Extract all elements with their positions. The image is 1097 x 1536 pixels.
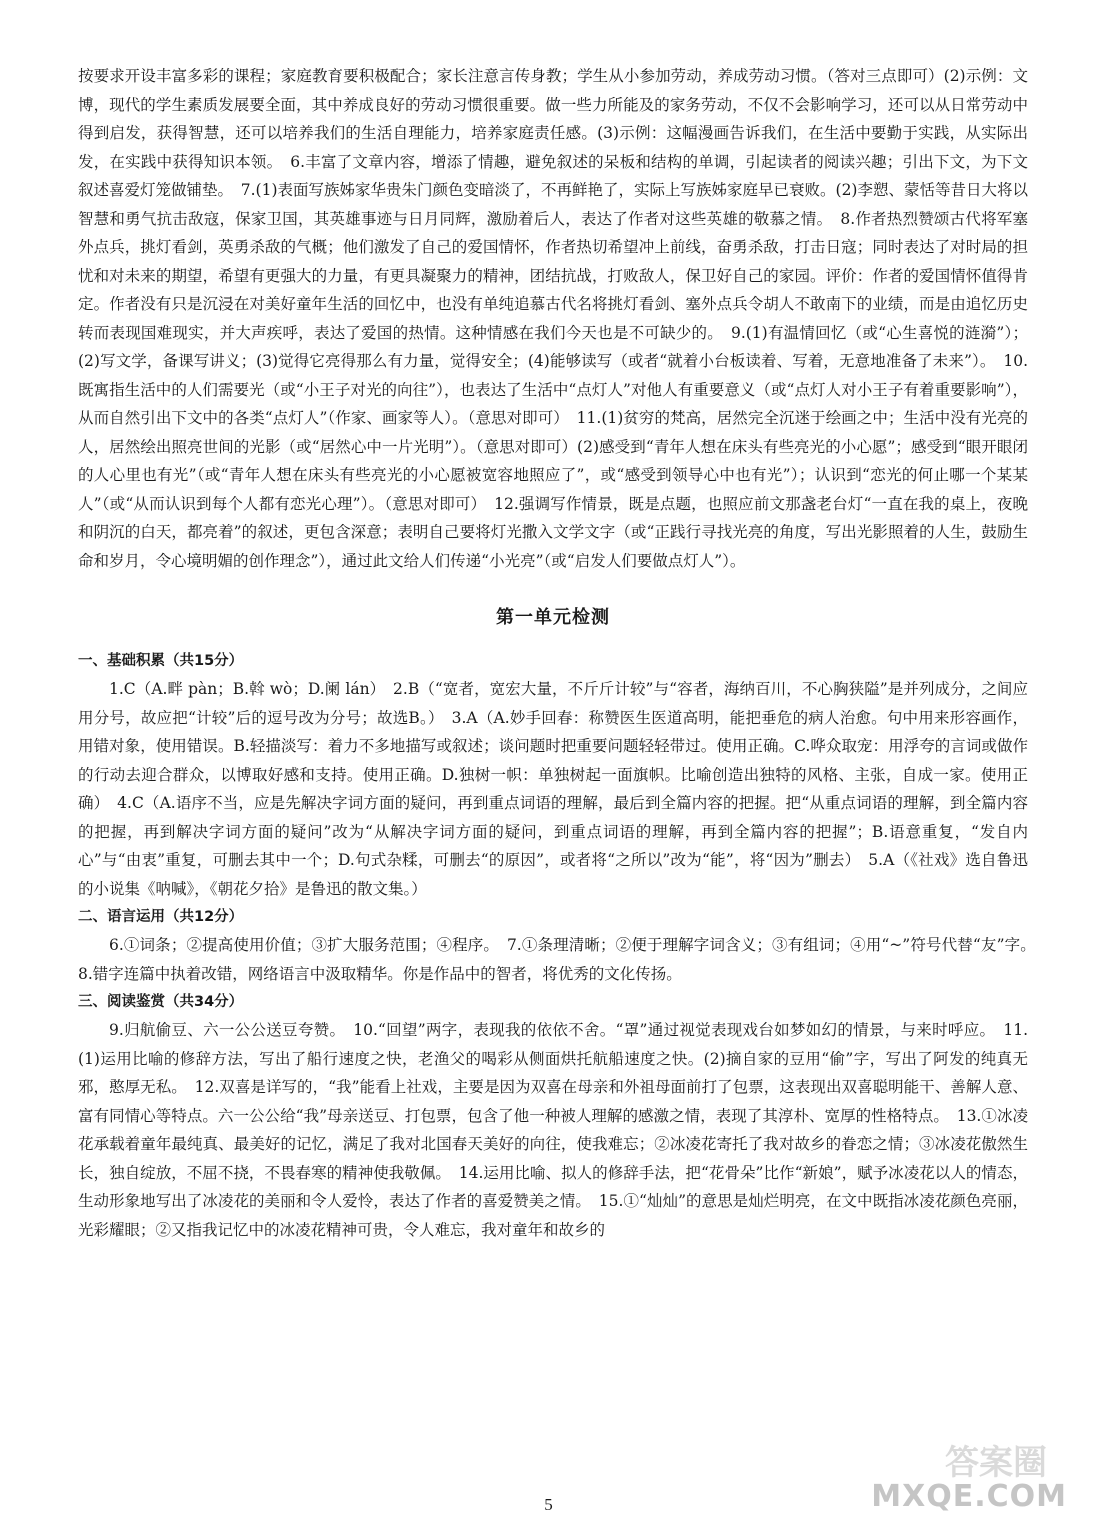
page-content [78,62,1044,1244]
watermark-logo-text: 答案圈 [945,1443,1047,1483]
section-text-basics: 1.C（A.畔 pàn；B.斡 wò；D.阑 lán） 2.B（“宽者，宽宏大量，不斤斤计较”与“容者，海纳百川，不心胸狭隘”是并列成分，之间应用分号，故应把“计较”后的逗号改为分号；故选B。） 3.A（A.妙手回春：称赞医生医道高明，能把垂危的病人治愈。句中用来形容画作，用错对象，使用错误。B.轻描淡写：着力不多地描写或叙述；谈问题时把重要问题轻轻带过。使用正确。C.哗众取宠：用浮夸的言词或做作的行动去迎合群众，以博取好感和支持。使用正确。D.独树一帜：单独树起一面旗帜。比喻创造出独特的风格、主张，自成一家。使用正确） 4.C（A.语序不当，应是先解决字词方面的疑问，再到重点词语的理解，最后到全篇内容的把握。把“从重点词语的理解，到全篇内容的把握，再到解决字词方面的疑问”改为“从解决字词方面的疑问，到重点词语的理解，再到全篇内容的把握”；B.语意重复，“发自内心”与“由衷”重复，可删去其中一个；D.句式杂糅，可删去“的原因”，或者将“之所以”改为“能”，将“因为”删去） 5.A（《社戏》选自鲁迅的小说集《呐喊》，《朝花夕拾》是鲁迅的散文集。） [78,680,1028,898]
watermark-url: MXQE.COM [871,1479,1067,1514]
section-heading-language: 二、语言运用（共12分） [78,909,244,925]
section-text-language: 6.①词条；②提高使用价值；③扩大服务范围；④程序。 7.①条理清晰；②便于理解字词含义；③有组词；④用“~”符号代替“友”字。 8.错字连篇中执着改错，网络语言中汲取精华。你是作品中的智者，将优秀的文化传扬。 [78,936,1044,983]
section-heading-basics: 一、基础积累（共15分） [78,653,244,669]
page-number: 5 [544,1495,553,1514]
unit-title: 第一单元检测 [496,607,610,628]
section-heading-reading: 三、阅读鉴赏（共34分） [78,994,244,1010]
answer-paragraph-continued: 按要求开设丰富多彩的课程；家庭教育要积极配合；家长注意言传身教；学生从小参加劳动，养成劳动习惯。（答对三点即可）(2)示例：文博，现代的学生素质发展要全面，其中养成良好的劳动习惯很重要。做一些力所能及的家务劳动，不仅不会影响学习，还可以从日常劳动中得到启发，获得智慧，还可以培养我们的生活自理能力，培养家庭责任感。(3)示例：这幅漫画告诉我们，在生活中要勤于实践，从实际出发，在实践中获得知识本领。 6.丰富了文章内容，增添了情趣，避免叙述的呆板和结构的单调，引起读者的阅读兴趣；引出下文，为下文叙述喜爱灯笼做铺垫。 7.(1)表面写族姊家华贵朱门颜色变暗淡了，不再鲜艳了，实际上写族姊家庭早已衰败。(2)李愬、蒙恬等昔日大将以智慧和勇气抗击敌寇，保家卫国，其英雄事迹与日月同辉，激励着后人，表达了作者对这些英雄的敬慕之情。 8.作者热烈赞颂古代将军塞外点兵，挑灯看剑，英勇杀敌的气概；他们激发了自己的爱国情怀，作者热切希望冲上前线，奋勇杀敌，打击日寇；同时表达了对时局的担忧和对未来的期望，希望有更强大的力量，有更具凝聚力的精神，团结抗战，打败敌人，保卫好自己的家园。评价：作者的爱国情怀值得肯定。作者没有只是沉浸在对美好童年生活的回忆中，也没有单纯追慕古代名将挑灯看剑、塞外点兵令胡人不敢南下的业绩，而是由追忆历史转而表现国难现实，并大声疾呼，表达了爱国的热情。这种情感在我们今天也是不可缺少的。 9.(1)有温情回忆（或“心生喜悦的涟漪”）；(2)写文学，备课写讲义；(3)觉得它亮得那么有力量，觉得安全；(4)能够读写（或者“就着小台板读着、写着，无意地准备了未来”）。 10.既寓指生活中的人们需要光（或“小王子对光的向往”），也表达了生活中“点灯人”对他人有重要意义（或“点灯人对小王子有着重要影响”），从而自然引出下文中的各类“点灯人”（作家、画家等人）。（意思对即可） 11.(1)贫穷的梵高，居然完全沉迷于绘画之中；生活中没有光亮的人，居然绘出照亮世间的光影（或“居然心中一片光明”）。（意思对即可）(2)感受到“青年人想在床头有些亮光的小心愿”；感受到“眼开眼闭的人心里也有光”（或“青年人想在床头有些亮光的小心愿被宽容地照应了”，或“感受到领导心中也有光”）；认识到“恋光的何止哪一个某某人”（或“从而认识到每个人都有恋光心理”）。（意思对即可） 12.强调写作情景，既是点题，也照应前文那盏老台灯“一直在我的桌上，夜晚和阴沉的白天，都亮着”的叙述，更包含深意；表明自己要将灯光撒入文学文字（或“正践行寻找光亮的角度，写出光影照着的人生，鼓励生命和岁月，令心境明媚的创作理念”），通过此文给人们传递“小光亮”（或“启发人们要做点灯人”）。 [78,67,1028,570]
section-text-reading: 9.归航偷豆、六一公公送豆夸赞。 10.“回望”两字，表现我的依依不舍。“罩”通过视觉表现戏台如梦如幻的情景，与来时呼应。 11.(1)运用比喻的修辞方法，写出了船行速度之快，老渔父的喝彩从侧面烘托航船速度之快。(2)摘自家的豆用“偷”字，写出了阿发的纯真无邪，憨厚无私。 12.双喜是详写的，“我”能看上社戏，主要是因为双喜在母亲和外祖母面前打了包票，这表现出双喜聪明能干、善解人意、富有同情心等特点。六一公公给“我”母亲送豆、打包票，包含了他一种被人理解的感激之情，表现了其淳朴、宽厚的性格特点。 13.①冰凌花承载着童年最纯真、最美好的记忆，满足了我对北国春天美好的向往，使我难忘；②冰凌花寄托了我对故乡的眷恋之情；③冰凌花傲然生长，独自绽放，不屈不挠，不畏春寒的精神使我敬佩。 14.运用比喻、拟人的修辞手法，把“花骨朵”比作“新娘”，赋予冰凌花以人的情态，生动形象地写出了冰凌花的美丽和令人爱怜，表达了作者的喜爱赞美之情。 15.①“灿灿”的意思是灿烂明亮，在文中既指冰凌花颜色亮丽，光彩耀眼；②又指我记忆中的冰凌花精神可贵，令人难忘，我对童年和故乡的 [78,1021,1028,1239]
watermark [871,1443,1067,1514]
